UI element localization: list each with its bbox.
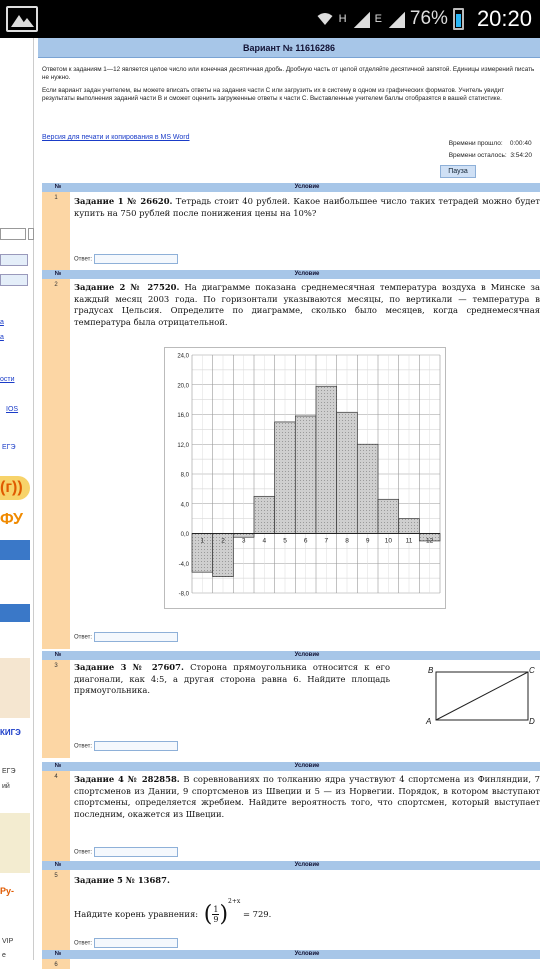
task-number: 6 xyxy=(42,959,70,969)
col-num: № xyxy=(54,271,62,277)
task-3 xyxy=(42,651,540,758)
status-bar xyxy=(0,0,540,38)
x-tick-label: 12 xyxy=(426,537,434,545)
answer-input[interactable] xyxy=(94,847,178,857)
x-tick-label: 2 xyxy=(221,537,225,545)
chart-bar xyxy=(378,499,399,533)
task-number: 3 xyxy=(42,660,70,758)
answer-label: Ответ: xyxy=(74,256,93,263)
task-header xyxy=(42,651,540,660)
col-cond: Условие xyxy=(294,951,320,957)
signal-icon-1 xyxy=(352,10,370,28)
task-number: 1 xyxy=(42,192,70,270)
task-4 xyxy=(42,762,540,863)
sidebar-text-3: VIP xyxy=(2,938,14,945)
y-tick-label: -4,0 xyxy=(178,561,189,568)
y-tick-label: 8,0 xyxy=(180,472,189,479)
fraction-den: 9 xyxy=(213,915,219,924)
x-tick-label: 6 xyxy=(303,537,308,545)
left-sidebar xyxy=(0,38,34,960)
chart-bar xyxy=(275,422,296,534)
task-5 xyxy=(42,861,540,954)
task-title: Задание 5 № 13687. xyxy=(74,875,170,885)
task-number: 4 xyxy=(42,771,70,863)
exponent: 2+x xyxy=(228,898,241,905)
signal-icon-2 xyxy=(387,10,405,28)
sidebar-field-2[interactable] xyxy=(0,274,28,286)
sidebar-checkbox[interactable] xyxy=(28,228,34,240)
task-title: Задание 4 № 282858. xyxy=(74,774,180,784)
answer-label: Ответ: xyxy=(74,940,93,947)
vertex-b: B xyxy=(428,666,434,675)
fraction xyxy=(212,905,219,924)
x-tick-label: 5 xyxy=(283,537,287,545)
task-title: Задание 1 № 26620. xyxy=(74,196,173,206)
task-equation xyxy=(74,896,540,926)
sidebar-link-4[interactable]: IOS xyxy=(6,406,19,413)
x-tick-label: 10 xyxy=(384,537,392,545)
x-tick-label: 7 xyxy=(324,537,329,545)
x-tick-label: 1 xyxy=(200,537,205,545)
sidebar-ad-image[interactable] xyxy=(0,658,30,718)
task-1 xyxy=(42,183,540,270)
task-body: В соревнованиях по толканию ядра участвуют 4 спортсмена из Финляндии, 7 спортсменов из Дании, 9 спортсменов из Швеции и 5 — из Норвегии. Порядок, в котором выступают спортсмены, определяется жребием. Найдите вероятность того, что спортсмен, который выступает последним, окажется из Швеции. xyxy=(74,774,540,819)
col-num: № xyxy=(54,951,62,957)
col-cond: Условие xyxy=(294,862,320,868)
task-header xyxy=(42,270,540,279)
answer-row xyxy=(74,254,178,264)
chart-bar xyxy=(254,496,275,533)
y-tick-label: 24,0 xyxy=(177,353,189,360)
vertex-a: A xyxy=(426,717,432,726)
rectangle-figure xyxy=(426,664,536,726)
battery-icon xyxy=(453,8,464,30)
vertex-d: D xyxy=(529,717,535,726)
task-header xyxy=(42,183,540,192)
y-tick-label: 20,0 xyxy=(177,383,189,390)
network-type-h: H xyxy=(338,13,347,25)
task-body: Сторона прямоугольника относится к его диагонали, как 4:5, а другая сторона равна 6. Найдите площадь прямоугольника. xyxy=(74,662,390,695)
answer-input[interactable] xyxy=(94,632,178,642)
task-2 xyxy=(42,270,540,649)
task-text xyxy=(74,279,540,328)
sidebar-link-2[interactable]: а xyxy=(0,334,4,341)
y-tick-label: -8,0 xyxy=(178,591,189,598)
task-header xyxy=(42,950,540,959)
x-tick-label: 4 xyxy=(262,537,267,545)
task-number: 2 xyxy=(42,279,70,649)
time-left: 3:54:20 xyxy=(510,152,532,159)
chart-bar xyxy=(316,386,337,533)
col-cond: Условие xyxy=(294,271,320,277)
sidebar-text-1: ЕГЭ xyxy=(2,768,16,775)
answer-label: Ответ: xyxy=(74,743,93,750)
battery-percent: 76% xyxy=(409,8,448,29)
instructions-p1: Ответом к заданиям 1—12 является целое число или конечная десятичная дробь. Дробную часть от целой отделяйте десятичной запятой. Единицы измерений писать не нужно. xyxy=(42,66,535,81)
col-num: № xyxy=(54,184,62,190)
sidebar-ad-image-2[interactable] xyxy=(0,813,30,873)
answer-row xyxy=(74,847,178,857)
sidebar-input[interactable] xyxy=(0,228,26,240)
col-cond: Условие xyxy=(294,652,320,658)
task-text xyxy=(74,870,540,887)
instructions-p2: Если вариант задан учителем, вы можете вписать ответы на задания части С или загрузить их в систему в одном из графических форматов. Учитель увидит результаты выполнения заданий части В и сможет оценить загруженные ответы к части С. Выставленные учителем баллы отобразятся в вашей статистике. xyxy=(42,87,505,102)
sidebar-field-1[interactable] xyxy=(0,254,28,266)
task-body: Найдите корень уравнения: xyxy=(74,909,199,919)
answer-row xyxy=(74,741,178,751)
answer-label: Ответ: xyxy=(74,634,93,641)
answer-row xyxy=(74,632,178,642)
variant-title: Вариант № 11616286 xyxy=(38,38,540,58)
chart-bar xyxy=(399,519,420,534)
answer-input[interactable] xyxy=(94,254,178,264)
chart-svg xyxy=(164,347,446,609)
x-tick-label: 3 xyxy=(241,537,246,545)
col-num: № xyxy=(54,763,62,769)
y-tick-label: 16,0 xyxy=(177,413,189,419)
network-type-e: E xyxy=(374,13,382,25)
task-number: 5 xyxy=(42,870,70,954)
task-header xyxy=(42,762,540,771)
task-title: Задание 3 № 27607. xyxy=(74,662,184,672)
pause-button[interactable]: Пауза xyxy=(440,165,476,178)
time-elapsed-label: Времени прошло: xyxy=(448,140,503,147)
task-6 xyxy=(42,950,540,969)
answer-input[interactable] xyxy=(94,938,178,948)
fraction-num: 1 xyxy=(213,905,219,914)
y-tick-label: 12,0 xyxy=(177,442,189,449)
main-content xyxy=(38,38,540,968)
paren-left: ( xyxy=(203,901,213,927)
time-elapsed: 0:00:40 xyxy=(509,140,532,147)
col-num: № xyxy=(54,652,62,658)
paren-right: ) xyxy=(219,901,229,927)
task-body: На диаграмме показана среднемесячная температура воздуха в Минске за каждый месяц 2003 года. По горизонтали указываются месяцы, по вертикали — температура в градусах Цельсия. Определите по диаграмме, сколько было месяцев, когда среднемесячная температура была отрицательной. xyxy=(74,282,540,327)
sidebar-text-2: ий xyxy=(2,783,10,790)
chart-bar xyxy=(357,444,378,533)
chart-bar xyxy=(295,416,316,534)
gallery-notification-icon xyxy=(6,6,38,32)
sidebar-button-1[interactable] xyxy=(0,540,30,560)
y-tick-label: 0,0 xyxy=(180,532,189,538)
sidebar-banner-1[interactable]: (г)) xyxy=(0,476,30,500)
task-text xyxy=(74,192,540,219)
task-body: Тетрадь стоит 40 рублей. Какое наибольшее число таких тетрадей можно будет купить на 750 рублей после понижения цены на 10%? xyxy=(74,196,540,218)
answer-row xyxy=(74,938,178,948)
time-left-label: Времени осталось: xyxy=(448,152,507,159)
clock: 20:20 xyxy=(476,6,532,31)
timer xyxy=(449,138,532,162)
answer-label: Ответ: xyxy=(74,849,93,856)
task-title: Задание 2 № 27520. xyxy=(74,282,180,292)
sidebar-link-1[interactable]: а xyxy=(0,319,4,326)
sidebar-text-4: е xyxy=(2,952,6,959)
col-cond: Условие xyxy=(294,184,320,190)
sidebar-link-3[interactable]: ости xyxy=(0,376,15,383)
x-tick-label: 11 xyxy=(405,537,413,545)
sidebar-link-5[interactable]: ЕГЭ xyxy=(2,444,16,451)
col-num: № xyxy=(54,862,62,868)
chart-bar xyxy=(337,412,358,533)
temperature-chart xyxy=(164,347,446,614)
y-tick-label: 4,0 xyxy=(180,502,189,509)
wifi-icon xyxy=(316,10,334,28)
task-text xyxy=(74,771,540,820)
sidebar-button-2[interactable] xyxy=(0,604,30,622)
word-version-link[interactable]: Версия для печати и копирования в MS Word xyxy=(42,134,190,141)
x-tick-label: 8 xyxy=(345,537,349,545)
equation-rhs: = 729. xyxy=(242,909,272,919)
sidebar-link-6[interactable]: КИГЭ xyxy=(0,728,21,737)
task-text xyxy=(74,660,390,697)
x-tick-label: 9 xyxy=(365,537,370,545)
answer-input[interactable] xyxy=(94,741,178,751)
vertex-c: C xyxy=(529,666,535,675)
sidebar-banner-2[interactable]: ФУ xyxy=(0,511,23,528)
sidebar-link-7[interactable]: Ру- xyxy=(0,886,15,896)
instructions xyxy=(38,58,540,103)
task-header xyxy=(42,861,540,870)
col-cond: Условие xyxy=(294,763,320,769)
